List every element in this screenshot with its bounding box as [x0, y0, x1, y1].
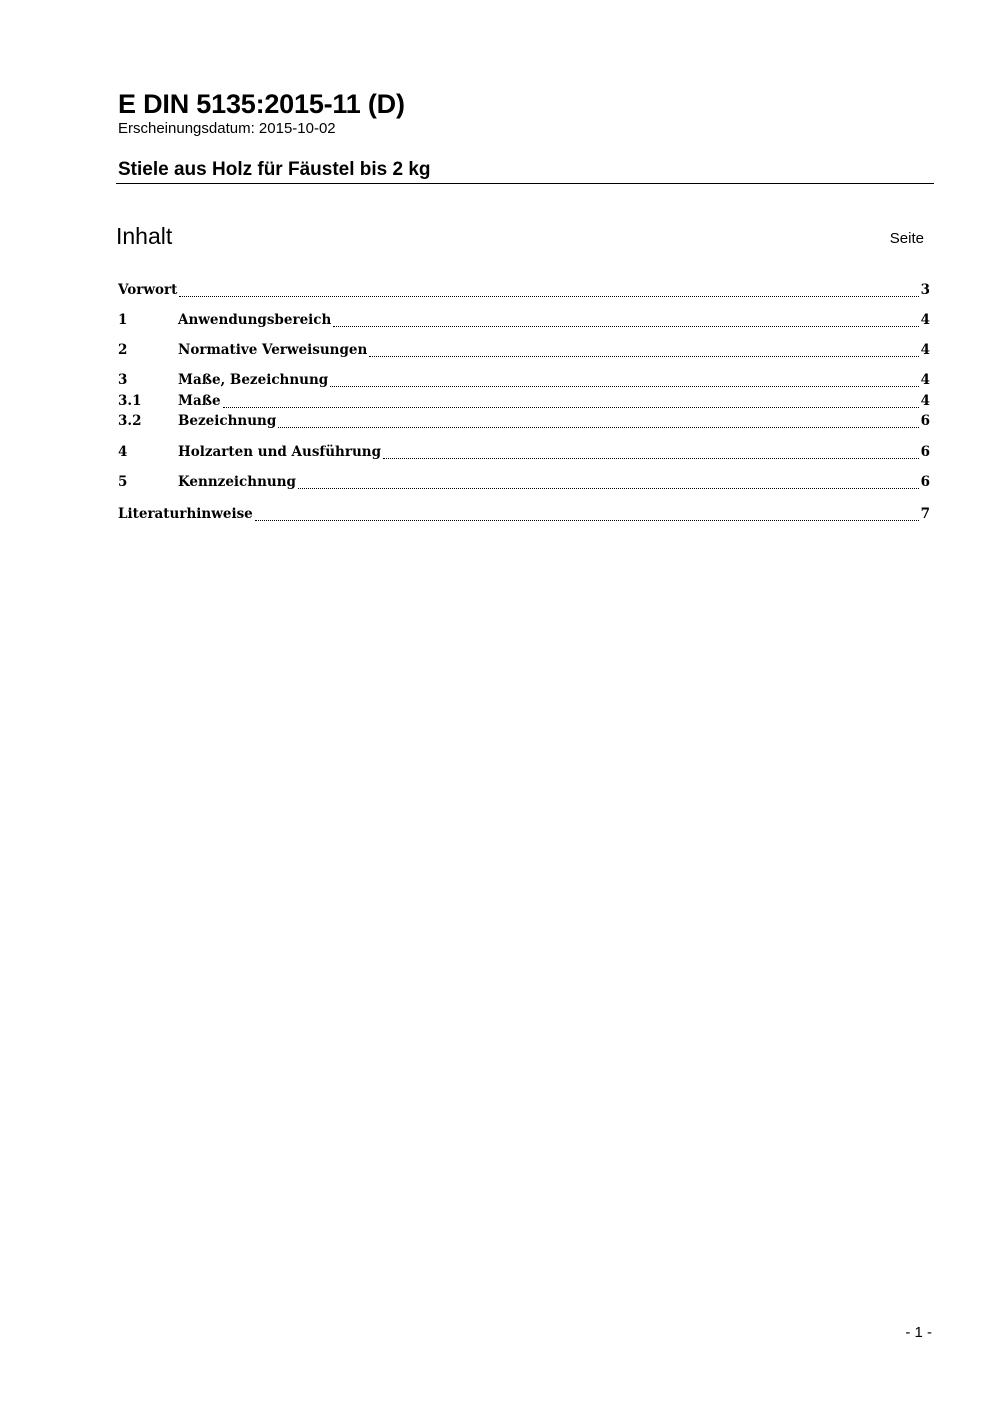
- toc-dot-leader: [333, 325, 918, 327]
- toc-dot-leader: [223, 406, 919, 408]
- document-title: Stiele aus Holz für Fäustel bis 2 kg: [118, 159, 431, 180]
- toc-entry-page: 6: [920, 413, 930, 429]
- toc-entry-label: Literaturhinweise: [118, 506, 253, 522]
- toc-entry-label: Holzarten und Ausführung: [178, 444, 382, 460]
- toc-entry-label: Normative Verweisungen: [178, 342, 368, 358]
- toc-entry-page: 7: [920, 506, 930, 522]
- toc-entry-label: Vorwort: [118, 282, 178, 298]
- title-divider: [116, 183, 934, 184]
- toc-entry-number: 2: [118, 342, 128, 358]
- toc-entry-number: 3: [118, 372, 128, 388]
- toc-entry-label: Bezeichnung: [178, 413, 277, 429]
- toc-entry-number: 3.1: [118, 393, 142, 409]
- toc-entry-page: 4: [920, 342, 930, 358]
- toc-entry-vorwort[interactable]: [118, 280, 930, 300]
- toc-dot-leader: [383, 457, 919, 459]
- toc-entry-masse-bezeichnung[interactable]: [118, 370, 930, 390]
- toc-entry-normative-verweisungen[interactable]: [118, 340, 930, 360]
- toc-entry-number: 5: [118, 474, 128, 490]
- toc-dot-leader: [278, 426, 918, 428]
- toc-entry-holzarten-und-ausfuehrung[interactable]: [118, 442, 930, 462]
- toc-entry-kennzeichnung[interactable]: [118, 472, 930, 492]
- toc-page-column-label: Seite: [889, 230, 924, 247]
- toc-dot-leader: [369, 355, 918, 357]
- toc-entry-page: 4: [920, 372, 930, 388]
- toc-entry-page: 6: [920, 474, 930, 490]
- toc-heading: Inhalt: [116, 223, 173, 249]
- toc-entry-number: 3.2: [118, 413, 142, 429]
- toc-dot-leader: [330, 385, 918, 387]
- toc-entry-page: 4: [920, 393, 930, 409]
- toc-entry-page: 4: [920, 312, 930, 328]
- toc-entry-page: 6: [920, 444, 930, 460]
- toc-entry-masse[interactable]: [118, 391, 930, 411]
- toc-entry-label: Maße, Bezeichnung: [178, 372, 329, 388]
- toc-entry-anwendungsbereich[interactable]: [118, 310, 930, 330]
- toc-entry-label: Kennzeichnung: [178, 474, 296, 490]
- toc-dot-leader: [298, 487, 919, 489]
- toc-entry-label: Anwendungsbereich: [178, 312, 332, 328]
- toc-dot-leader: [255, 519, 919, 521]
- toc-entry-number: 4: [118, 444, 128, 460]
- toc-entry-number: 1: [118, 312, 128, 328]
- toc-entry-page: 3: [920, 282, 930, 298]
- page-number: - 1 -: [905, 1324, 932, 1341]
- publication-date: Erscheinungsdatum: 2015-10-02: [118, 120, 336, 137]
- toc-entry-label: Maße: [178, 393, 221, 409]
- toc-entry-literaturhinweise[interactable]: [118, 504, 930, 524]
- document-id: E DIN 5135:2015-11 (D): [118, 89, 405, 119]
- toc-entry-bezeichnung[interactable]: [118, 411, 930, 431]
- toc-dot-leader: [179, 295, 918, 297]
